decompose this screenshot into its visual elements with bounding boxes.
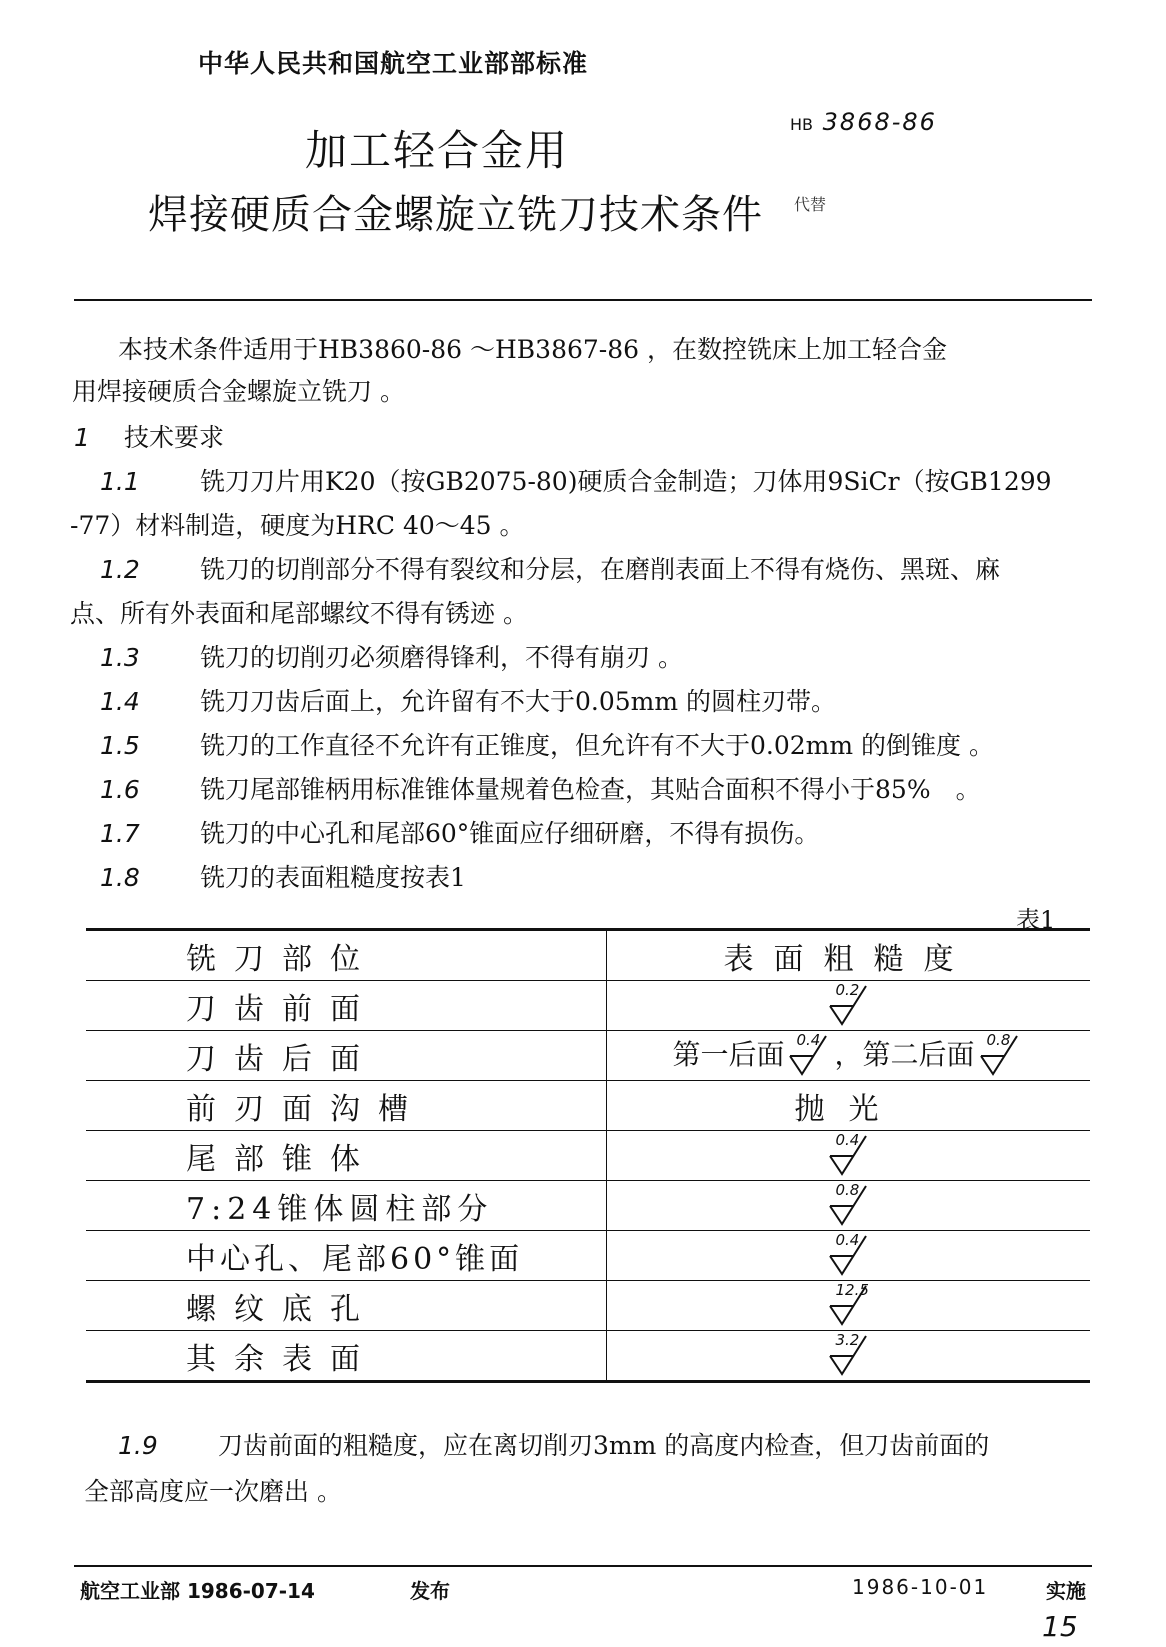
clause-1-4 bbox=[100, 682, 836, 718]
roughness-symbol-icon bbox=[975, 1031, 1025, 1078]
clause-number: 1.8 bbox=[100, 863, 140, 892]
roughness-symbol-icon bbox=[824, 1180, 874, 1228]
table-header-row bbox=[86, 930, 1090, 981]
clause-text: 铣刀刀片用K20（按GB2075-80)硬质合金制造；刀体用9SiCr（按GB1299 bbox=[200, 467, 1052, 496]
clause-number: 1.1 bbox=[100, 467, 140, 496]
row-text-value: 抛光 bbox=[794, 1091, 903, 1127]
footer-divider bbox=[74, 1565, 1092, 1567]
intro-line2: 用焊接硬质合金螺旋立铣刀 。 bbox=[72, 377, 405, 406]
clause-text: 铣刀的表面粗糙度按表1 bbox=[200, 863, 466, 892]
row-part: 其余表面 bbox=[186, 1341, 378, 1377]
clause-1-1-cont: -77）材料制造，硬度为HRC 40～45 。 bbox=[70, 511, 525, 540]
clause-number: 1.2 bbox=[100, 555, 140, 584]
standard-code-prefix: HB bbox=[790, 115, 814, 134]
ministry-standard-title: 中华人民共和国航空工业部部标准 bbox=[198, 49, 589, 78]
roughness-value: 0.4 bbox=[835, 1230, 860, 1249]
standard-code bbox=[790, 108, 937, 136]
table-row bbox=[86, 1131, 1090, 1181]
header-value-cell bbox=[607, 930, 1091, 981]
roughness-symbol-icon bbox=[824, 1330, 874, 1378]
issue-authority-date: 航空工业部 1986-07-14 bbox=[80, 1579, 315, 1603]
clause-number: 1.3 bbox=[100, 643, 140, 672]
clause-text: 铣刀的工作直径不允许有正锥度，但允许有不大于0.02mm 的倒锥度 。 bbox=[200, 731, 994, 760]
clause-number: 1.4 bbox=[100, 687, 140, 716]
clause-1-1 bbox=[100, 462, 1052, 498]
table-row bbox=[86, 1231, 1090, 1281]
page-number: 15 bbox=[1042, 1610, 1078, 1643]
clause-1-2 bbox=[100, 550, 1000, 586]
table-row bbox=[86, 1281, 1090, 1331]
table-row bbox=[86, 1181, 1090, 1231]
issued-label: 发布 bbox=[410, 1579, 450, 1603]
header-value: 表面粗糙度 bbox=[723, 941, 974, 977]
section-heading bbox=[74, 418, 224, 454]
row-part: 中心孔、尾部60°锥面 bbox=[186, 1241, 524, 1277]
replaces-label: 代替 bbox=[794, 195, 827, 214]
clause-text: 铣刀的切削部分不得有裂纹和分层，在磨削表面上不得有烧伤、黑斑、麻 bbox=[200, 555, 1001, 584]
row-part: 刀齿后面 bbox=[186, 1041, 378, 1077]
header-part: 铣刀部位 bbox=[186, 941, 378, 977]
clause-1-9 bbox=[118, 1426, 989, 1462]
second-flank-label: 第二后面 bbox=[862, 1037, 975, 1071]
clause-number: 1.7 bbox=[100, 819, 140, 848]
roughness-value: 12.5 bbox=[835, 1280, 869, 1299]
table-row bbox=[86, 1331, 1090, 1382]
clause-text: 铣刀的中心孔和尾部60°锥面应仔细研磨，不得有损伤。 bbox=[200, 819, 820, 848]
table-row bbox=[86, 1031, 1090, 1081]
clause-text: 铣刀的切削刃必须磨得锋利，不得有崩刃 。 bbox=[200, 643, 683, 672]
roughness-symbol-icon bbox=[824, 1230, 874, 1278]
intro-line1: 本技术条件适用于HB3860-86 ～HB3867-86 ，在数控铣床上加工轻合金 bbox=[118, 335, 948, 364]
document-title-line1: 加工轻合金用 bbox=[305, 126, 570, 175]
row-part: 前刃面沟槽 bbox=[186, 1091, 426, 1127]
clause-number: 1.5 bbox=[100, 731, 140, 760]
header-divider bbox=[74, 299, 1092, 301]
clause-number: 1.6 bbox=[100, 775, 140, 804]
document-title-line2: 焊接硬质合金螺旋立铣刀技术条件 bbox=[148, 192, 763, 238]
first-flank-label: 第一后面 bbox=[672, 1037, 785, 1071]
clause-text: 铣刀尾部锥柄用标准锥体量规着色检查，其贴合面积不得小于85% 。 bbox=[200, 775, 981, 804]
roughness-symbol-icon bbox=[824, 980, 874, 1028]
standard-code-number: 3868-86 bbox=[822, 108, 937, 136]
roughness-symbol-icon bbox=[824, 1130, 874, 1178]
clause-1-5 bbox=[100, 726, 994, 762]
row-part: 螺纹底孔 bbox=[186, 1291, 378, 1327]
header-part-cell bbox=[86, 930, 607, 981]
clause-number: 1.9 bbox=[118, 1431, 158, 1460]
value-separator: ， bbox=[834, 1037, 863, 1071]
section-title: 技术要求 bbox=[124, 423, 225, 452]
roughness-symbol-icon bbox=[784, 1031, 834, 1078]
roughness-value: 3.2 bbox=[835, 1330, 860, 1349]
clause-1-3 bbox=[100, 638, 683, 674]
clause-1-2-cont: 点、所有外表面和尾部螺纹不得有锈迹 。 bbox=[70, 599, 528, 628]
roughness-value: 0.2 bbox=[835, 980, 860, 999]
roughness-value: 0.8 bbox=[835, 1180, 860, 1199]
clause-text: 铣刀刀齿后面上，允许留有不大于0.05mm 的圆柱刃带。 bbox=[200, 687, 837, 716]
clause-1-7 bbox=[100, 814, 819, 850]
roughness-value: 0.8 bbox=[986, 1031, 1011, 1050]
table-row bbox=[86, 981, 1090, 1031]
table-caption: 表1 bbox=[1016, 906, 1056, 934]
clause-text: 刀齿前面的粗糙度，应在离切削刃3mm 的高度内检查，但刀齿前面的 bbox=[218, 1431, 990, 1460]
clause-1-9-cont: 全部高度应一次磨出 。 bbox=[84, 1477, 342, 1506]
row-part: 刀齿前面 bbox=[186, 991, 378, 1027]
clause-1-6 bbox=[100, 770, 981, 806]
row-part: 7:24锥体圆柱部分 bbox=[186, 1191, 494, 1227]
implemented-label: 实施 bbox=[1046, 1579, 1086, 1603]
effective-date: 1986-10-01 bbox=[852, 1575, 989, 1599]
roughness-value: 0.4 bbox=[835, 1130, 860, 1149]
roughness-symbol-icon bbox=[824, 1280, 874, 1328]
clause-1-8 bbox=[100, 858, 466, 894]
roughness-table bbox=[86, 928, 1090, 1383]
row-part: 尾部锥体 bbox=[186, 1141, 378, 1177]
roughness-value: 0.4 bbox=[796, 1031, 821, 1050]
table-row bbox=[86, 1081, 1090, 1131]
section-number: 1 bbox=[74, 423, 90, 452]
